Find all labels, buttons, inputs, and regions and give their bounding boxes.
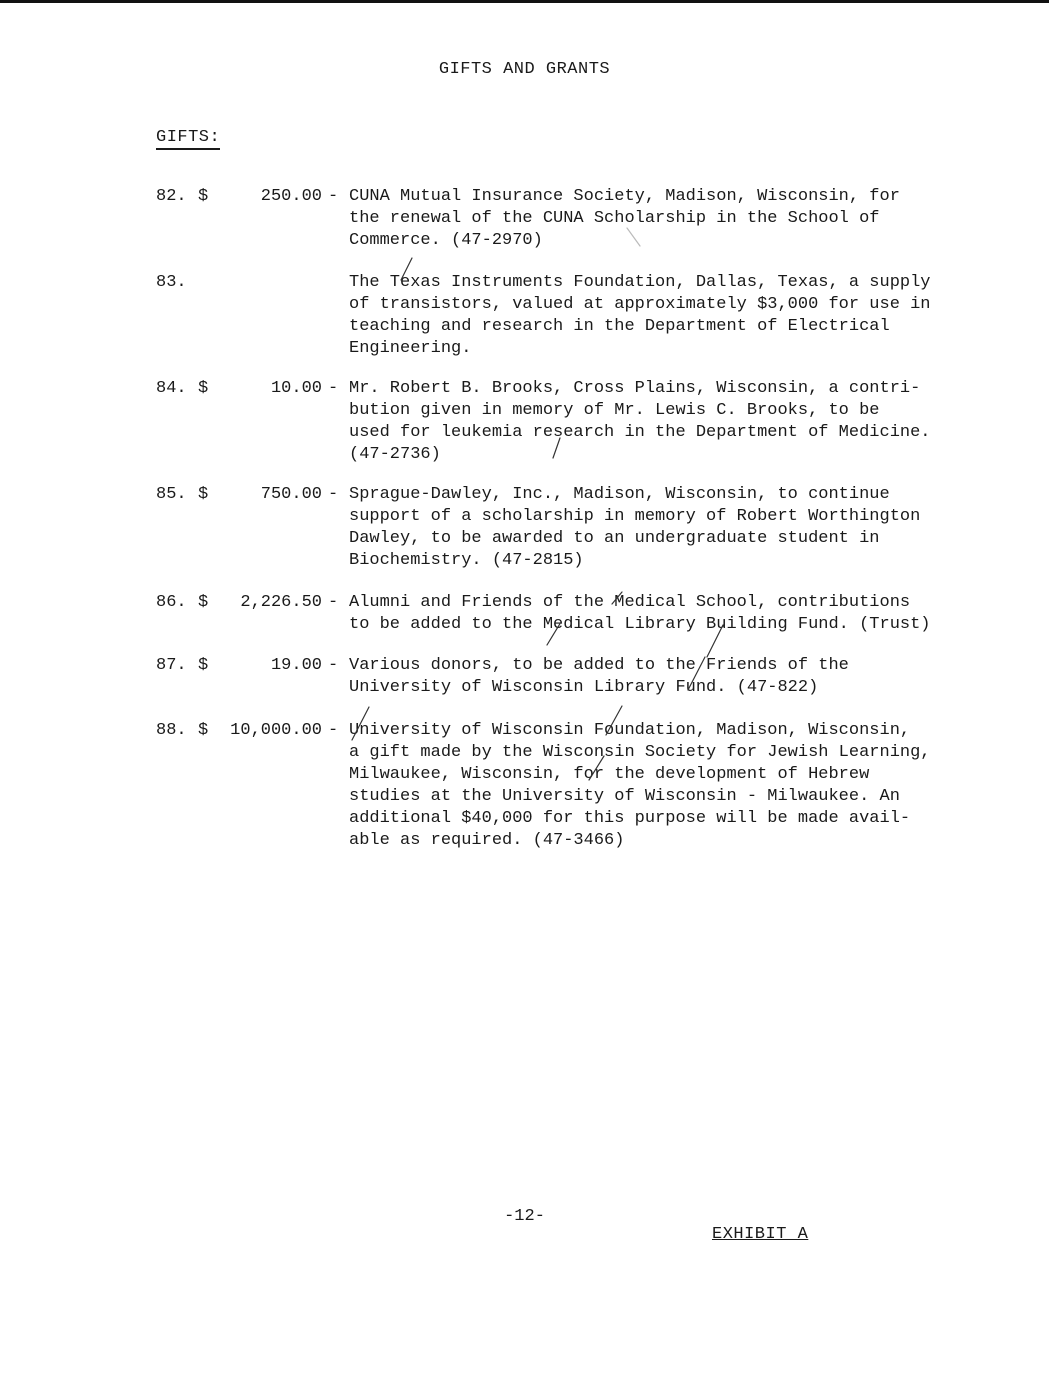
entry-amount: 10.00 [270, 379, 322, 398]
currency-symbol: $ [198, 721, 209, 740]
entry-description: University of Wisconsin Foundation, Madison, Wisconsin, a gift made by the Wisconsin Society for Jewish Learning, Milwaukee, Wisconsin, for the development of Hebrew studies at the University of Wisconsin - Milwaukee. An additional $40,000 for this purpose will be made avail- able as required. (47-3466) [349, 721, 931, 850]
entry-dash: - [328, 485, 339, 504]
entry-description: Various donors, to be added to the Friends of the University of Wisconsin Library Fund. (47-822) [349, 656, 849, 697]
entry-number: 87. [156, 656, 187, 675]
entry-amount: 250.00 [260, 187, 322, 206]
entry-dash: - [328, 379, 339, 398]
entry-dash: - [328, 656, 339, 675]
page-number: -12- [504, 1207, 545, 1226]
top-border-rule [0, 0, 1049, 3]
entry-dash: - [328, 721, 339, 740]
entry-number: 88. [156, 721, 187, 740]
currency-symbol: $ [198, 379, 209, 398]
currency-symbol: $ [198, 593, 209, 612]
entry-description: Mr. Robert B. Brooks, Cross Plains, Wisconsin, a contri- bution given in memory of Mr. Lewis C. Brooks, to be used for leukemia research in the Department of Medicine. (47-2736) [349, 379, 931, 464]
entry-description: Alumni and Friends of the Medical School, contributions to be added to the Medical Library Building Fund. (Trust) [349, 593, 931, 634]
entry-description: CUNA Mutual Insurance Society, Madison, Wisconsin, for the renewal of the CUNA Scholarship in the School of Commerce. (47-2970) [349, 187, 900, 250]
entry-number: 83. [156, 273, 187, 292]
entry-amount: 19.00 [270, 656, 322, 675]
entry-description: The Texas Instruments Foundation, Dallas, Texas, a supply of transistors, valued at approximately $3,000 for use in teaching and research in the Department of Electrical Engineering. [349, 273, 931, 358]
currency-symbol: $ [198, 656, 209, 675]
currency-symbol: $ [198, 187, 209, 206]
entry-number: 84. [156, 379, 187, 398]
entry-number: 86. [156, 593, 187, 612]
exhibit-label: EXHIBIT A [712, 1225, 809, 1244]
entry-description: Sprague-Dawley, Inc., Madison, Wisconsin, to continue support of a scholarship in memory of Robert Worthington Dawley, to be awarded to an undergraduate student in Biochemistry. (47-2815) [349, 485, 921, 570]
entry-number: 82. [156, 187, 187, 206]
entry-amount: 2,226.50 [240, 593, 322, 612]
entry-amount: 10,000.00 [230, 721, 322, 740]
entry-amount: 750.00 [260, 485, 322, 504]
section-heading-gifts: GIFTS: [156, 128, 220, 150]
entry-number: 85. [156, 485, 187, 504]
entry-dash: - [328, 187, 339, 206]
entry-dash: - [328, 593, 339, 612]
currency-symbol: $ [198, 485, 209, 504]
page-title: GIFTS AND GRANTS [438, 60, 611, 79]
